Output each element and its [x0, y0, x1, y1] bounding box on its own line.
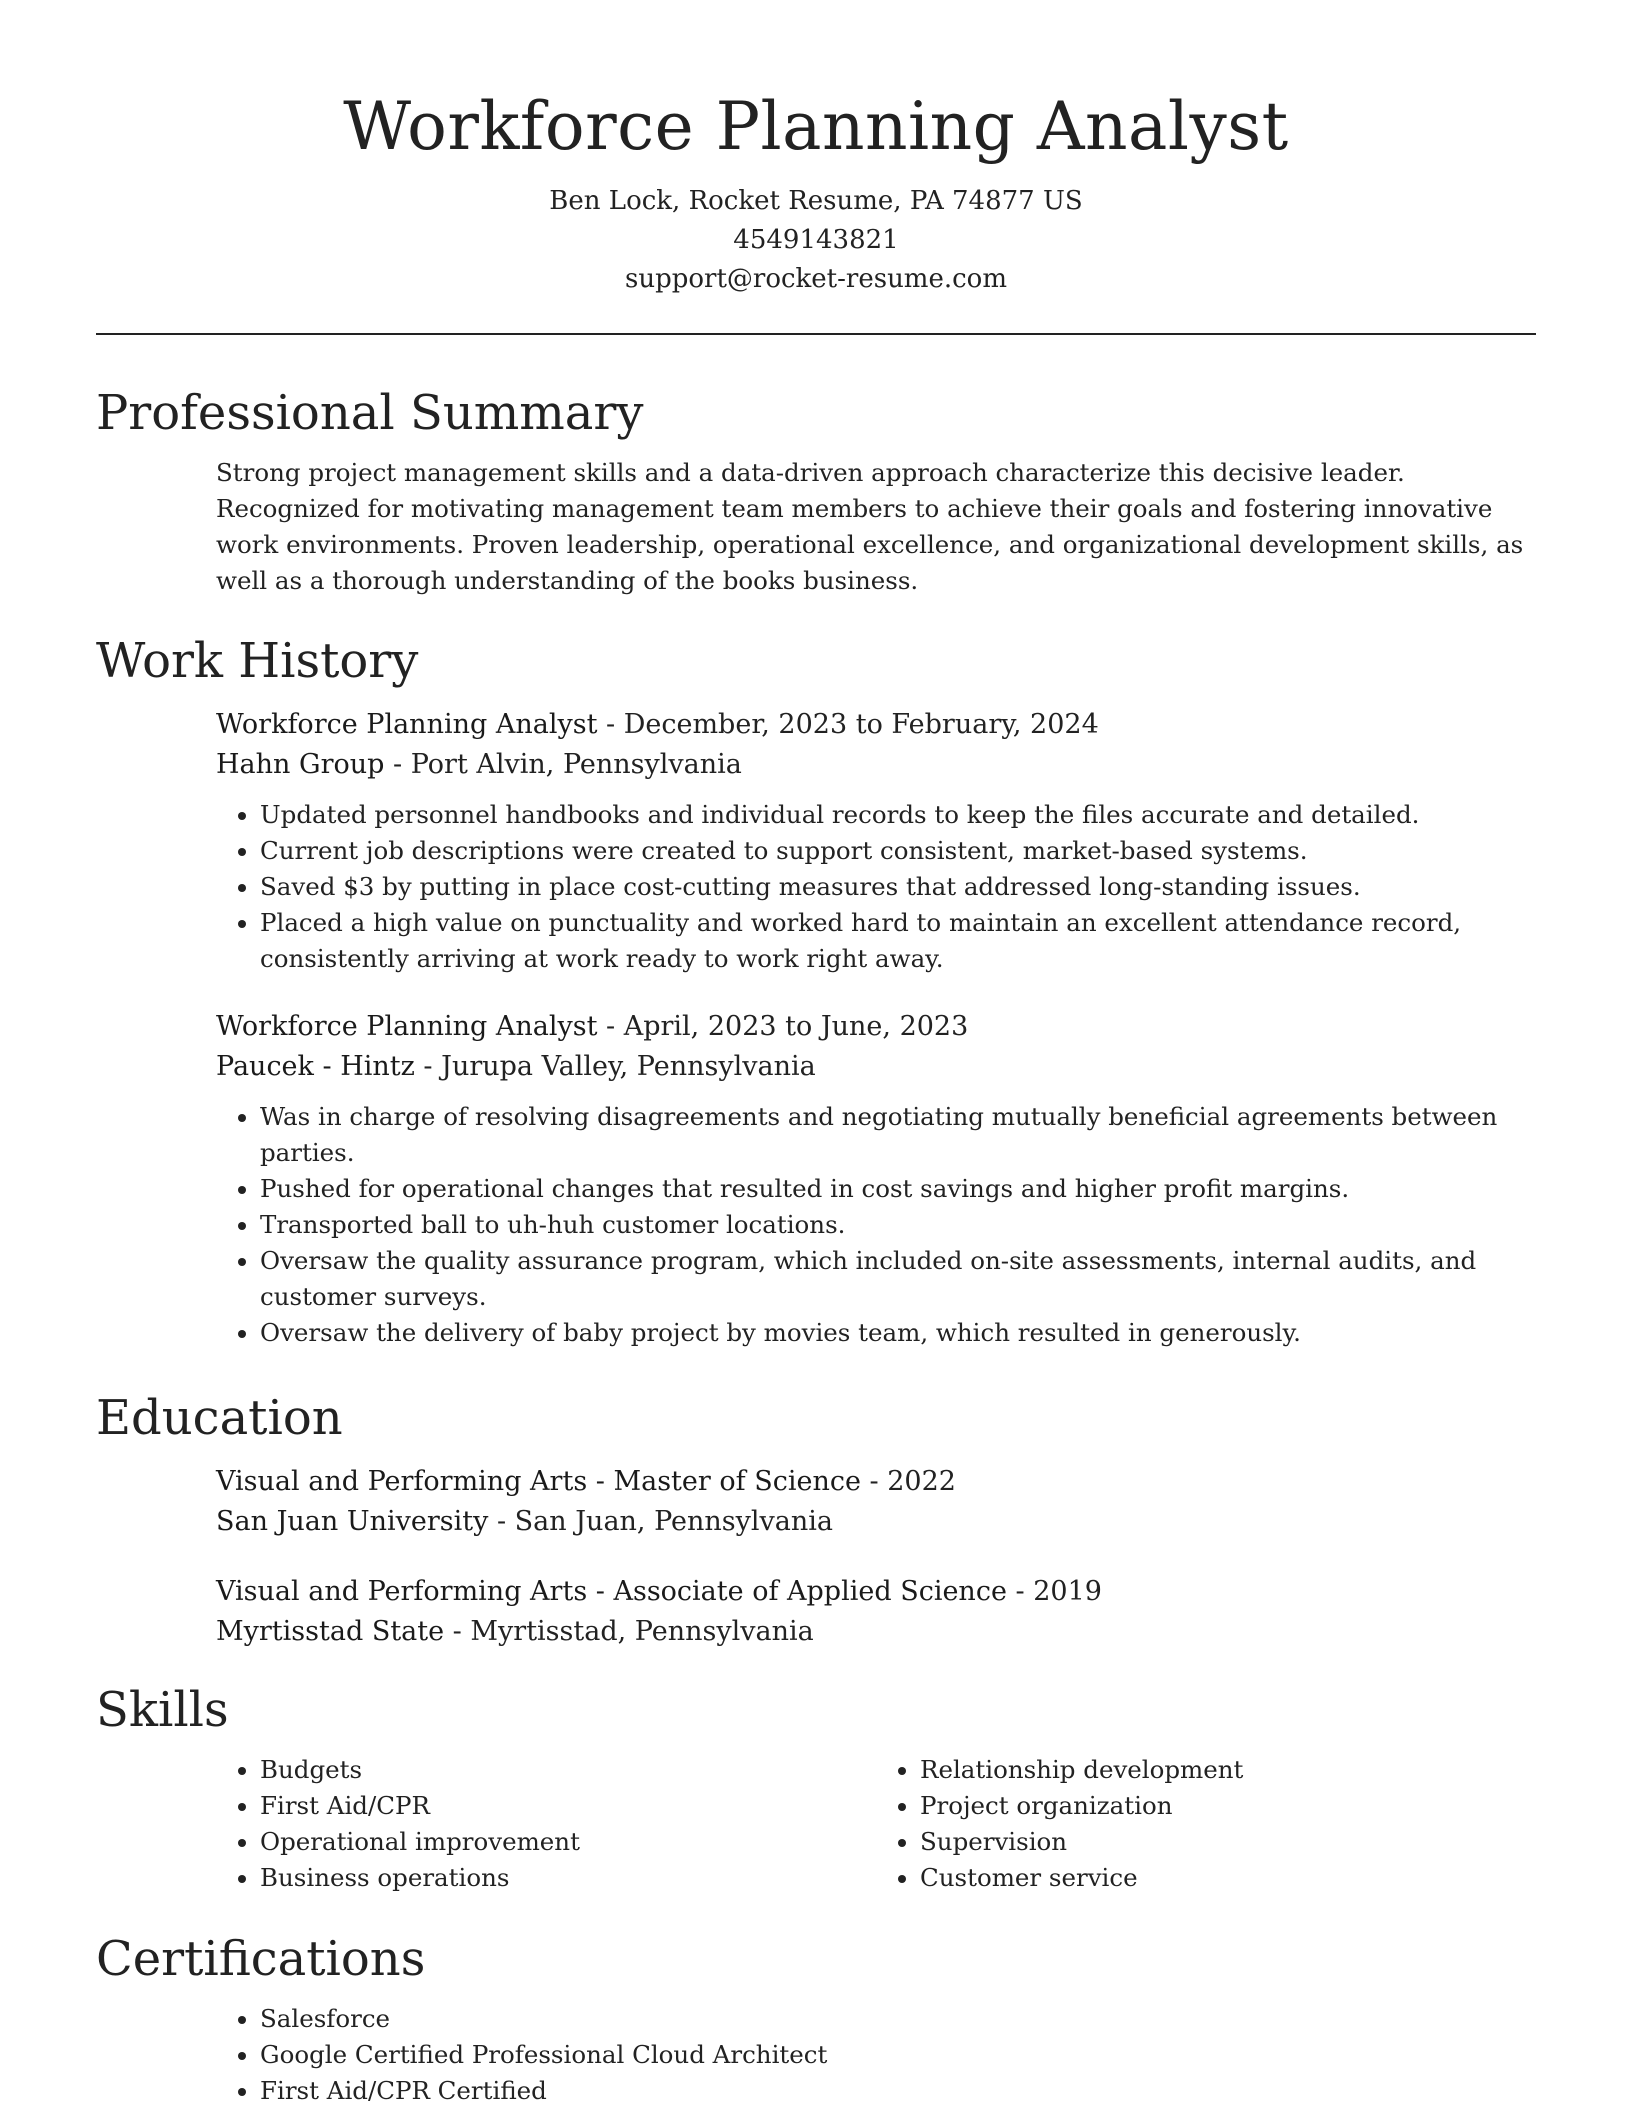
- degree-year: - 2019: [1006, 1576, 1102, 1607]
- list-item: • Budgets: [260, 1752, 876, 1788]
- work-history-heading: Work History: [96, 633, 419, 689]
- school-name: Myrtisstad State: [216, 1616, 445, 1647]
- job-bullets: [216, 797, 1536, 977]
- school-line: [216, 1502, 1536, 1542]
- job-company-line: [216, 1047, 1536, 1087]
- summary-heading: Professional Summary: [96, 385, 644, 441]
- header-divider: [96, 333, 1536, 335]
- degree-line: [216, 1572, 1536, 1612]
- contact-email: support@rocket-resume.com: [624, 264, 1007, 294]
- contact-phone: 4549143821: [733, 225, 899, 255]
- list-item: • Supervision: [920, 1824, 1536, 1860]
- list-item: • Saved $3 by putting in place cost-cutting measures that addressed long-standing issues.: [260, 869, 1536, 905]
- degree-field: Visual and Performing Arts - Associate of Applied Science: [216, 1576, 1007, 1607]
- list-item: • Placed a high value on punctuality and worked hard to maintain an excellent attendance record, consistently arriving at work ready to work right away.: [260, 905, 1536, 977]
- list-item: • Current job descriptions were created to support consistent, market-based systems.: [260, 833, 1536, 869]
- education-heading: Education: [96, 1390, 343, 1446]
- certifications-block: [216, 2001, 1536, 2109]
- certifications-section: [96, 1929, 1536, 2109]
- job-company: Hahn Group: [216, 749, 385, 780]
- list-item: • Oversaw the delivery of baby project by movies team, which resulted in generously.: [260, 1315, 1536, 1351]
- list-item: • Was in charge of resolving disagreements and negotiating mutually beneficial agreements between parties.: [260, 1099, 1536, 1171]
- list-item: • Business operations: [260, 1860, 876, 1896]
- job-title-line: [216, 1007, 1536, 1047]
- list-item: • Updated personnel handbooks and individual records to keep the files accurate and detailed.: [260, 797, 1536, 833]
- list-item: • Oversaw the quality assurance program, which included on-site assessments, internal audits, and customer surveys.: [260, 1243, 1536, 1315]
- school-line: [216, 1612, 1536, 1652]
- list-item: • Operational improvement: [260, 1824, 876, 1860]
- school-location: - Myrtisstad, Pennsylvania: [444, 1616, 814, 1647]
- job-role: Workforce Planning Analyst: [216, 1011, 598, 1042]
- degree-year: - 2022: [860, 1466, 956, 1497]
- skills-list-left: [216, 1752, 876, 1896]
- job-location: - Port Alvin, Pennsylvania: [384, 749, 742, 780]
- job-title-line: [216, 705, 1536, 745]
- education-entry: [216, 1462, 1536, 1542]
- resume-page: [96, 0, 1536, 2105]
- list-item: • Relationship development: [920, 1752, 1536, 1788]
- school-location: - San Juan, Pennsylvania: [488, 1506, 834, 1537]
- skills-list-right: [876, 1752, 1536, 1896]
- certifications-list: [216, 2001, 1536, 2109]
- contact-info: [96, 182, 1536, 299]
- list-item: • Salesforce: [260, 2001, 1536, 2037]
- job-entry: [216, 1007, 1536, 1351]
- list-item: • First Aid/CPR Certified: [260, 2073, 1536, 2109]
- summary-section: [96, 383, 1536, 599]
- education-section: [96, 1388, 1536, 1652]
- resume-title: Workforce Planning Analyst: [343, 88, 1289, 165]
- degree-field: Visual and Performing Arts - Master of Science: [216, 1466, 861, 1497]
- job-company-line: [216, 745, 1536, 785]
- list-item: • Google Certified Professional Cloud Architect: [260, 2037, 1536, 2073]
- education-entry: [216, 1572, 1536, 1652]
- degree-line: [216, 1462, 1536, 1502]
- work-history-section: [96, 631, 1536, 1351]
- job-entry: [216, 705, 1536, 977]
- list-item: • Project organization: [920, 1788, 1536, 1824]
- certifications-heading: Certifications: [96, 1931, 426, 1987]
- list-item: • Pushed for operational changes that resulted in cost savings and higher profit margins.: [260, 1171, 1536, 1207]
- school-name: San Juan University: [216, 1506, 489, 1537]
- list-item: • Transported ball to uh-huh customer locations.: [260, 1207, 1536, 1243]
- skills-heading: Skills: [96, 1682, 229, 1738]
- job-company: Paucek - Hintz: [216, 1051, 415, 1082]
- job-dates: - April, 2023 to June, 2023: [597, 1011, 969, 1042]
- summary-text: Strong project management skills and a data-driven approach characterize this decisive leader. Recognized for motivating management team members to achieve their goals and fostering innovative work environments. Proven leadership, operational excellence, and organizational development skills, as well as a thorough understanding of the books business.: [216, 458, 1524, 595]
- job-dates: - December, 2023 to February, 2024: [597, 709, 1099, 740]
- job-role: Workforce Planning Analyst: [216, 709, 598, 740]
- job-bullets: [216, 1099, 1536, 1351]
- skills-columns: [216, 1740, 1536, 1896]
- resume-header: [96, 0, 1536, 335]
- skills-section: [96, 1680, 1536, 1896]
- list-item: • Customer service: [920, 1860, 1536, 1896]
- list-item: • First Aid/CPR: [260, 1788, 876, 1824]
- job-location: - Jurupa Valley, Pennsylvania: [414, 1051, 816, 1082]
- contact-address: Ben Lock, Rocket Resume, PA 74877 US: [549, 186, 1083, 216]
